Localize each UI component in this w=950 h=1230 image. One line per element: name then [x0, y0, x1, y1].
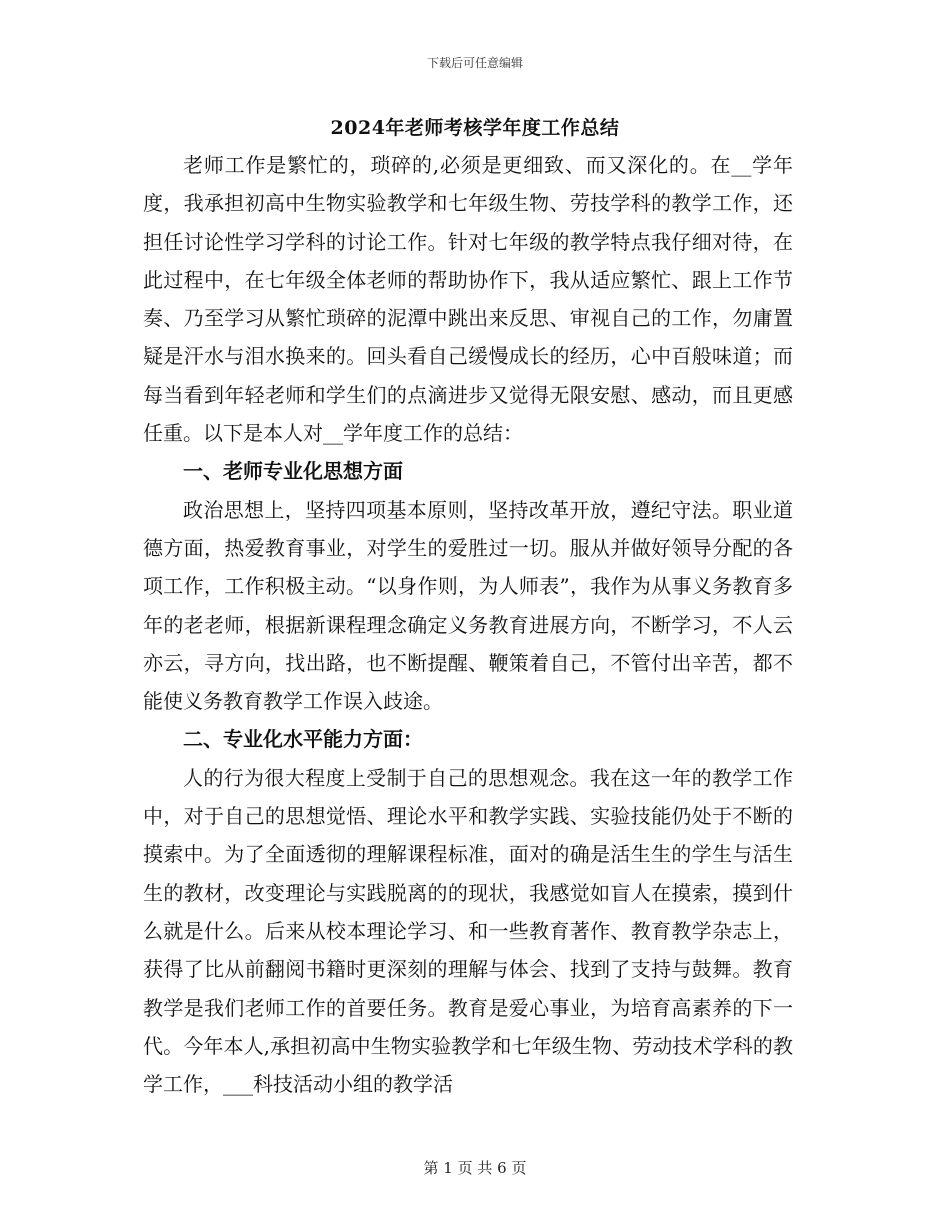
section-1-heading: 一、老师专业化思想方面 — [183, 459, 403, 484]
header-note: 下载后可任意编辑 — [426, 56, 523, 70]
page-number: 第 1 页 共 6 页 — [423, 1159, 527, 1177]
intro-paragraph: 老师工作是繁忙的，琐碎的,必须是更细致、而又深化的。在__学年度，我承担初高中生物实验教学和七年级生物、劳技学科的教学工作，还担任讨论性学习学科的讨论工作。针对七年级的教学特点我仔细对待，在此过程中，在七年级全体老师的帮助协作下，我从适应繁忙、跟上工作节奏、乃至学习从繁忙琐碎的泥潭中跳出来反思、审视自己的工作，勿庸置疑是汗水与泪水换来的。回头看自己缓慢成长的经历，心中百般味道；而每当看到年轻老师和学生们的点滴进步又觉得无限安慰、感动，而且更感任重。以下是本人对__学年度工作的总结： — [143, 153, 793, 446]
section-1-paragraph: 政治思想上，坚持四项基本原则，坚持改革开放，遵纪守法。职业道德方面，热爱教育事业，对学生的爱胜过一切。服从并做好领导分配的各项工作，工作积极主动。“以身作则，为人师表”，我作为从事义务教育多年的老老师，根据新课程理念确定义务教育进展方向，不断学习，不人云亦云，寻方向，找出路，也不断提醒、鞭策着自己，不管付出辛苦，都不能使义务教育教学工作误入歧途。 — [143, 497, 793, 714]
document-title: 2024年老师考核学年度工作总结 — [330, 117, 620, 139]
section-2-paragraph: 人的行为很大程度上受制于自己的思想观念。我在这一年的教学工作中，对于自己的思想觉悟、理论水平和教学实践、实验技能仍处于不断的摸索中。为了全面透彻的理解课程标准，面对的确是活生生的学生与活生生的教材，改变理论与实践脱离的的现状，我感觉如盲人在摸索，摸到什么就是什么。后来从校本理论学习、和一些教育著作、教育教学杂志上，获得了比从前翻阅书籍时更深刻的理解与体会、找到了支持与鼓舞。教育教学是我们老师工作的首要任务。教育是爱心事业，为培育高素养的下一代。今年本人,承担初高中生物实验教学和七年级生物、劳动技术学科的教学工作，___科技活动小组的教学活 — [143, 765, 793, 1097]
document-body — [143, 146, 793, 1103]
section-2-heading: 二、专业化水平能力方面： — [183, 727, 423, 752]
